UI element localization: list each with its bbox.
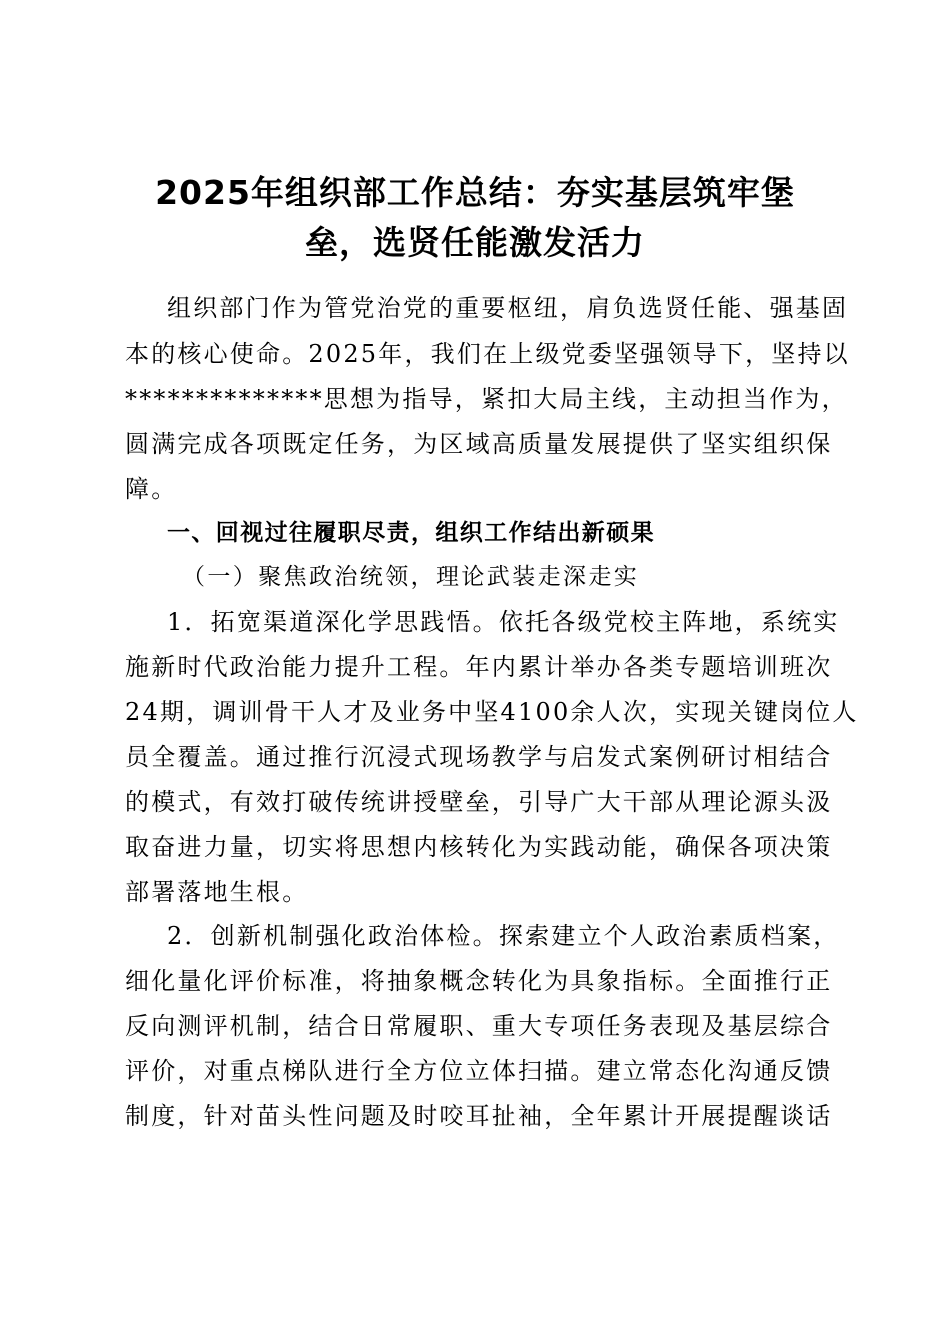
intro-line-3: **************思想为指导，紧扣大局主线，主动担当作为， <box>125 385 848 413</box>
intro-line-5: 障。 <box>125 475 178 503</box>
intro-line-4: 圆满完成各项既定任务，为区域高质量发展提供了坚实组织保 <box>125 430 833 458</box>
item-2-line-4: 评价，对重点梯队进行全方位立体扫描。建立常态化沟通反馈 <box>125 1057 833 1085</box>
item-2-line-5: 制度，针对苗头性问题及时咬耳扯袖，全年累计开展提醒谈话 <box>125 1102 833 1130</box>
title-line-1: 2025年组织部工作总结：夯实基层筑牢堡 <box>155 173 795 212</box>
item-1-line-5: 的模式，有效打破传统讲授壁垒，引导广大干部从理论源头汲 <box>125 788 833 816</box>
item-1-line-3: 24期，调训骨干人才及业务中坚4100余人次，实现关键岗位人 <box>125 698 859 726</box>
section-heading-1: 一、回视过往履职尽责，组织工作结出新硕果 <box>167 520 655 546</box>
subsection-heading-1: （一）聚焦政治统领，理论武装走深走实 <box>182 564 640 590</box>
item-1-line-2: 施新时代政治能力提升工程。年内累计举办各类专题培训班次 <box>125 653 833 681</box>
item-2-line-3: 反向测评机制，结合日常履职、重大专项任务表现及基层综合 <box>125 1012 833 1040</box>
intro-line-2: 本的核心使命。2025年，我们在上级党委坚强领导下，坚持以 <box>125 340 850 368</box>
item-1-line-7: 部署落地生根。 <box>125 878 309 906</box>
title-line-2: 垒，选贤任能激发活力 <box>305 223 645 262</box>
intro-line-1: 组织部门作为管党治党的重要枢纽，肩负选贤任能、强基固 <box>167 294 849 322</box>
item-2-line-2: 细化量化评价标准，将抽象概念转化为具象指标。全面推行正 <box>125 967 833 995</box>
item-1-line-4: 员全覆盖。通过推行沉浸式现场教学与启发式案例研讨相结合 <box>125 743 833 771</box>
document-title <box>140 168 810 268</box>
item-1-line-6: 取奋进力量，切实将思想内核转化为实践动能，确保各项决策 <box>125 833 833 861</box>
item-1-line-1: 1．拓宽渠道深化学思践悟。依托各级党校主阵地，系统实 <box>167 608 840 636</box>
item-2-line-1: 2．创新机制强化政治体检。探索建立个人政治素质档案， <box>167 922 840 950</box>
